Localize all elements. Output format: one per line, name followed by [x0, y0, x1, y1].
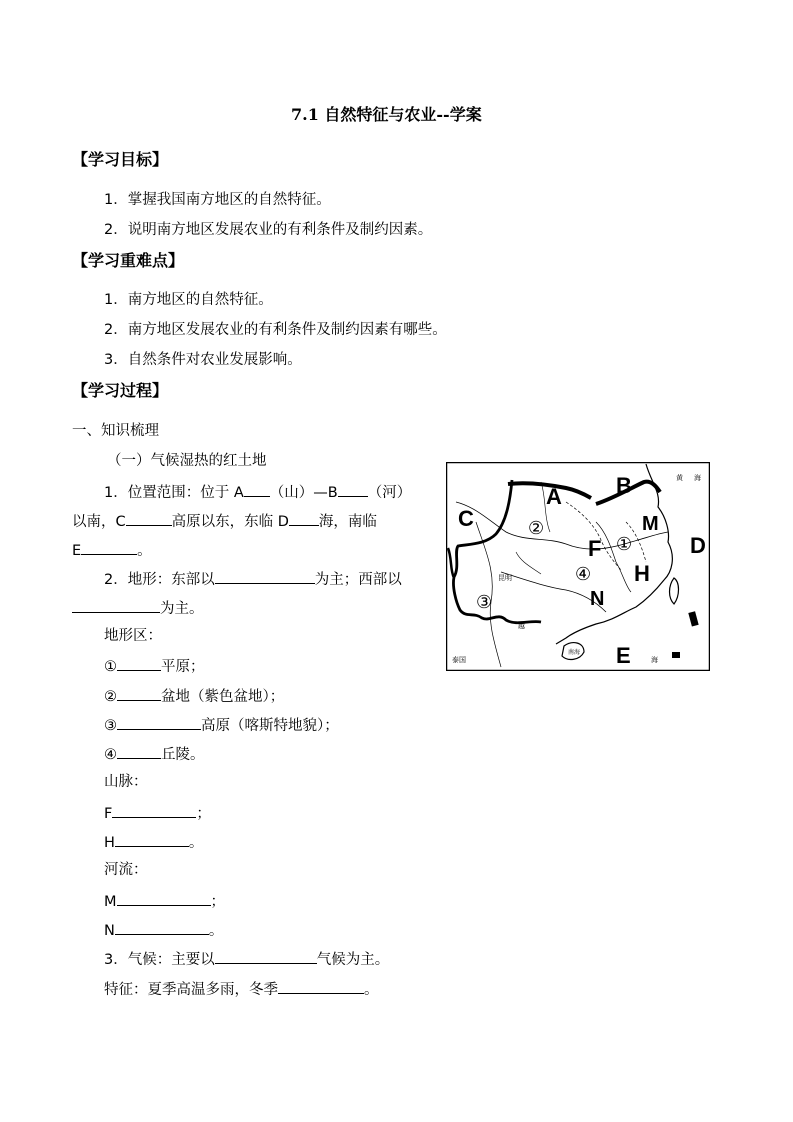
terrain-text: 平原； — [161, 659, 205, 675]
mountain-end: ； — [196, 806, 211, 822]
question-text: 。 — [364, 982, 379, 998]
objective-item: 1．掌握我国南方地区的自然特征。 — [104, 192, 331, 208]
terrain-item — [104, 743, 205, 765]
terrain-number: ① — [104, 659, 117, 675]
question-climate — [104, 948, 389, 970]
map-place-name: 黄 — [676, 474, 683, 482]
terrain-text: 高原（喀斯特地貌）； — [201, 718, 339, 734]
terrain-text: 丘陵。 — [161, 747, 205, 763]
answer-blank-mountain-H[interactable] — [115, 831, 189, 847]
question-text: （山）—B — [269, 485, 338, 501]
answer-blank-west-terrain[interactable] — [72, 597, 160, 613]
map-place-name: 海 — [694, 474, 701, 482]
river-end: ； — [210, 894, 226, 910]
section-heading-objectives: 【学习目标】 — [72, 150, 169, 169]
page-title: 7.1 自然特征与农业--学案 — [291, 105, 482, 124]
objective-item: 2．说明南方地区发展农业的有利条件及制约因素。 — [104, 222, 433, 238]
map-label-D: D — [690, 533, 706, 558]
question-location-line1 — [104, 481, 411, 503]
question-text: 为主。 — [160, 601, 204, 617]
answer-blank-winter[interactable] — [278, 978, 364, 994]
answer-blank-A[interactable] — [244, 481, 270, 497]
mountain-letter: F — [104, 806, 113, 822]
map-label-C: C — [458, 506, 474, 531]
map-place-name: 泰国 — [452, 656, 466, 664]
map-label-F: F — [588, 536, 602, 561]
mountain-item — [104, 802, 211, 824]
map-place-name: 南海 — [568, 649, 581, 656]
question-text: 2．地形：东部以 — [104, 572, 215, 588]
answer-blank-terrain-4[interactable] — [117, 743, 161, 759]
question-text: 3．气候：主要以 — [104, 952, 215, 968]
answer-blank-C[interactable] — [126, 510, 172, 526]
question-text: 1．位置范围：位于 A — [104, 485, 244, 501]
question-text: （河） — [367, 485, 412, 501]
map-label-E: E — [616, 643, 631, 668]
question-text: 特征：夏季高温多雨，冬季 — [104, 982, 278, 998]
map-marker — [672, 652, 680, 658]
section-heading-process: 【学习过程】 — [72, 381, 169, 400]
answer-blank-river-N[interactable] — [115, 919, 209, 935]
answer-blank-terrain-3[interactable] — [117, 714, 201, 730]
question-feature — [104, 978, 379, 1000]
question-text: 高原以东，东临 D — [171, 514, 289, 530]
map-place-name: 昆明 — [498, 574, 512, 582]
question-terrain-line1 — [104, 568, 402, 590]
map-number-3: ③ — [476, 592, 493, 613]
question-text: 海，南临 — [318, 514, 377, 530]
keypoint-item: 3．自然条件对农业发展影响。 — [104, 352, 302, 368]
part-heading: 一、知识梳理 — [72, 423, 159, 439]
keypoint-item: 1．南方地区的自然特征。 — [104, 292, 273, 308]
question-terrain-line2 — [72, 597, 204, 619]
answer-blank-east-terrain[interactable] — [215, 568, 315, 584]
question-text: 。 — [137, 543, 152, 559]
terrain-number: ③ — [104, 718, 117, 734]
answer-blank-climate[interactable] — [215, 948, 317, 964]
section-heading-keypoints: 【学习重难点】 — [72, 251, 185, 270]
terrain-item — [104, 685, 284, 707]
answer-blank-mountain-F[interactable] — [112, 802, 196, 818]
question-text: E — [72, 543, 82, 559]
answer-blank-D[interactable] — [289, 510, 319, 526]
answer-blank-terrain-1[interactable] — [117, 655, 161, 671]
mountain-item — [104, 831, 203, 853]
answer-blank-B[interactable] — [338, 481, 368, 497]
river-letter: M — [104, 894, 117, 910]
map-number-1: ① — [616, 534, 633, 555]
map-label-N: N — [590, 588, 605, 610]
question-location-line2 — [72, 510, 377, 532]
terrain-label: 地形区： — [104, 628, 162, 644]
river-item — [104, 890, 225, 912]
terrain-item — [104, 655, 205, 677]
map-label-B: B — [616, 473, 632, 498]
answer-blank-E[interactable] — [81, 539, 137, 555]
map-place-name: 越 — [518, 622, 525, 630]
river-letter: N — [104, 923, 115, 939]
terrain-text: 盆地（紫色盆地）； — [161, 689, 285, 705]
terrain-number: ④ — [104, 747, 117, 763]
map-number-2: ② — [528, 518, 545, 539]
answer-blank-terrain-2[interactable] — [117, 685, 161, 701]
map-number-4: ④ — [575, 564, 592, 585]
map-place-name: 海 — [651, 656, 658, 664]
map-label-M: M — [642, 513, 659, 535]
question-text: 以南，C — [72, 514, 126, 530]
mountains-label: 山脉： — [104, 774, 148, 790]
keypoint-item: 2．南方地区发展农业的有利条件及制约因素有哪些。 — [104, 322, 447, 338]
river-end: 。 — [208, 923, 224, 939]
river-item — [104, 919, 223, 941]
south-china-map — [446, 462, 710, 671]
map-label-A: A — [546, 484, 562, 509]
terrain-item — [104, 714, 339, 736]
answer-blank-river-M[interactable] — [117, 890, 211, 906]
map-label-H: H — [634, 561, 650, 586]
subsection-heading: （一）气候湿热的红土地 — [107, 453, 267, 469]
mountain-end: 。 — [188, 835, 204, 851]
rivers-label: 河流： — [104, 862, 148, 878]
terrain-number: ② — [104, 689, 117, 705]
mountain-letter: H — [104, 835, 115, 851]
question-location-line3 — [72, 539, 152, 561]
question-text: 气候为主。 — [316, 952, 390, 968]
question-text: 为主；西部以 — [314, 572, 402, 588]
